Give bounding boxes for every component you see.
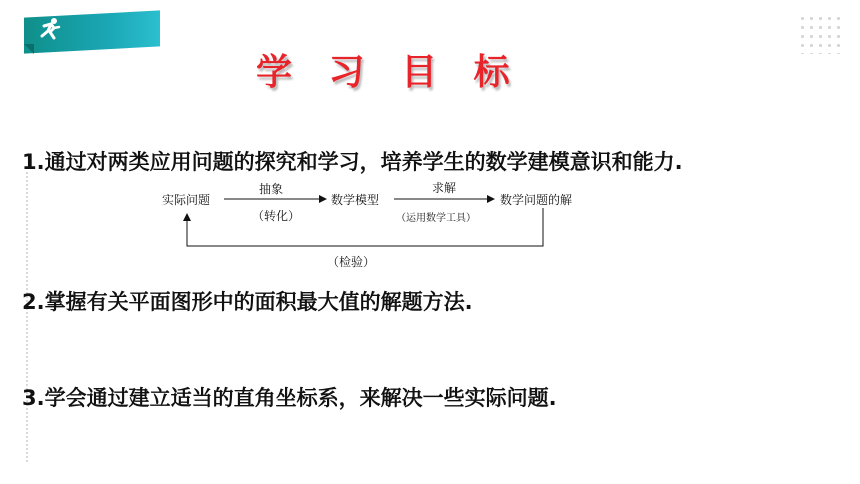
node-actual-problem: 实际问题 [162,193,211,207]
edge-label-solve: 求解 [432,181,457,195]
objective-1: 1.通过对两类应用问题的探究和学习，培养学生的数学建模意识和能力. [22,150,683,174]
node-math-model: 数学模型 [331,193,380,207]
objective-3: 3.学会通过建立适当的直角坐标系，来解决一些实际问题. [22,386,557,410]
edge-label-abstract: 抽象 [259,182,284,196]
arrow-verify [187,208,543,246]
edge-label-math-tools: （运用数学工具） [396,213,476,224]
node-math-solution: 数学问题的解 [500,193,573,207]
edge-label-verify: （检验） [327,255,376,269]
page-title: 学 习 目 标 [256,52,522,93]
edge-label-transform: （转化） [252,209,301,223]
objective-2: 2.掌握有关平面图形中的面积最大值的解题方法. [22,290,473,314]
